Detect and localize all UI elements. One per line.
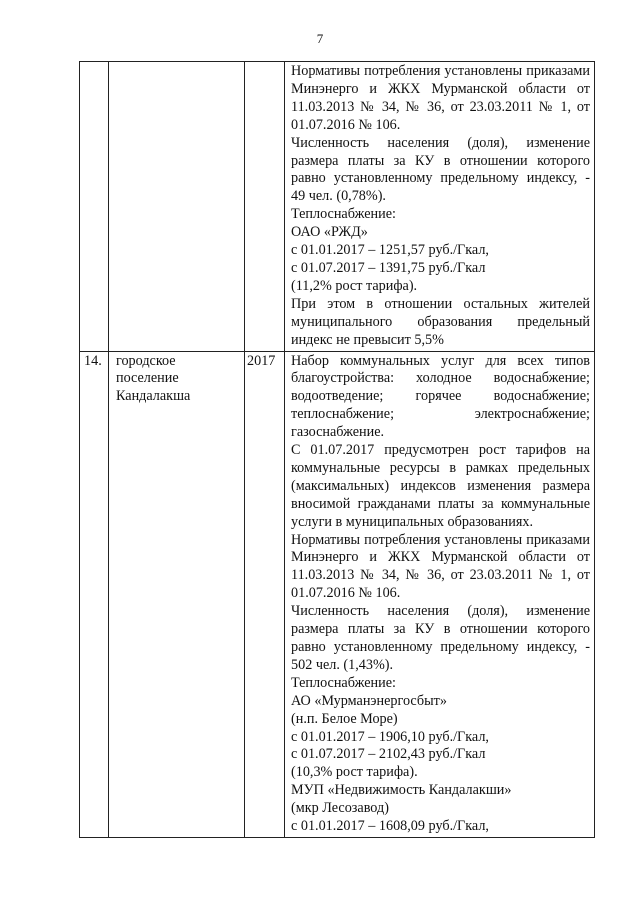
description-paragraph: Набор коммунальных услуг для всех типов благоустройства: холодное водоснабжение; водоотведение; горячее водоснабжение; теплоснабжение; электроснабжение; газоснабжение. (291, 352, 590, 441)
year-cell (245, 62, 285, 352)
description-paragraph: Теплоснабжение: (291, 206, 396, 223)
municipality-name-line: поселение (116, 370, 179, 387)
description-paragraph: АО «Мурманэнергосбыт» (291, 692, 447, 709)
description-paragraph: Численность населения (доля), изменение размера платы за КУ в отношении которого равно установленному предельному индексу, - 502 чел. (1,43%). (291, 603, 590, 673)
page-number: 7 (316, 31, 324, 46)
description-paragraph: ОАО «РЖД» (291, 224, 368, 241)
description-cell (285, 62, 595, 352)
description-paragraph: с 01.01.2017 – 1251,57 руб./Гкал, (291, 242, 489, 259)
municipality-name-cell (109, 62, 245, 352)
description-paragraph: МУП «Недвижимость Кандалакши» (291, 782, 512, 799)
municipality-name-line: Кандалакша (116, 388, 191, 405)
description-paragraph: с 01.01.2017 – 1608,09 руб./Гкал, (291, 818, 489, 835)
description-paragraph: Численность населения (доля), изменение размера платы за КУ в отношении которого равно установленному предельному индексу, - 49 чел. (0,78%). (291, 134, 590, 205)
description-paragraph: (н.п. Белое Море) (291, 710, 398, 727)
description-paragraph: с 01.07.2017 – 2102,43 руб./Гкал (291, 746, 486, 763)
description-paragraph: (мкр Лесозавод) (291, 800, 389, 817)
tariff-table (79, 61, 595, 838)
description-paragraph: С 01.07.2017 предусмотрен рост тарифов на коммунальные ресурсы в рамках предельных (максимальных) индексов изменения размера вносимой гражданами платы за коммунальные услуги в муниципальных образованиях. (291, 442, 590, 530)
description-paragraph: (11,2% рост тарифа). (291, 277, 418, 294)
description-paragraph: с 01.01.2017 – 1906,10 руб./Гкал, (291, 728, 489, 745)
row-number-cell: 14. (80, 351, 109, 837)
description-paragraph: При этом в отношении остальных жителей муниципального образования предельный индекс не превысит 5,5% (291, 295, 590, 348)
municipality-name-line: городское (116, 352, 176, 369)
description-paragraph: с 01.07.2017 – 1391,75 руб./Гкал (291, 259, 486, 276)
description-paragraph: (10,3% рост тарифа). (291, 764, 418, 781)
table-row (80, 62, 595, 352)
year-cell: 2017 (245, 351, 285, 837)
description-paragraph: Нормативы потребления установлены приказами Минэнерго и ЖКХ Мурманской области от 11.03.2013 № 34, № 36, от 23.03.2011 № 1, от 01.07.2016 № 106. (291, 531, 590, 602)
description-paragraph: Теплоснабжение: (291, 674, 396, 691)
table-row (80, 351, 595, 837)
table-body (80, 62, 595, 838)
description-paragraph: Нормативы потребления установлены приказами Минэнерго и ЖКХ Мурманской области от 11.03.2013 № 34, № 36, от 23.03.2011 № 1, от 01.07.2016 № 106. (291, 63, 590, 133)
description-cell (285, 351, 595, 837)
municipality-name-cell (109, 351, 245, 837)
row-number-cell (80, 62, 109, 352)
